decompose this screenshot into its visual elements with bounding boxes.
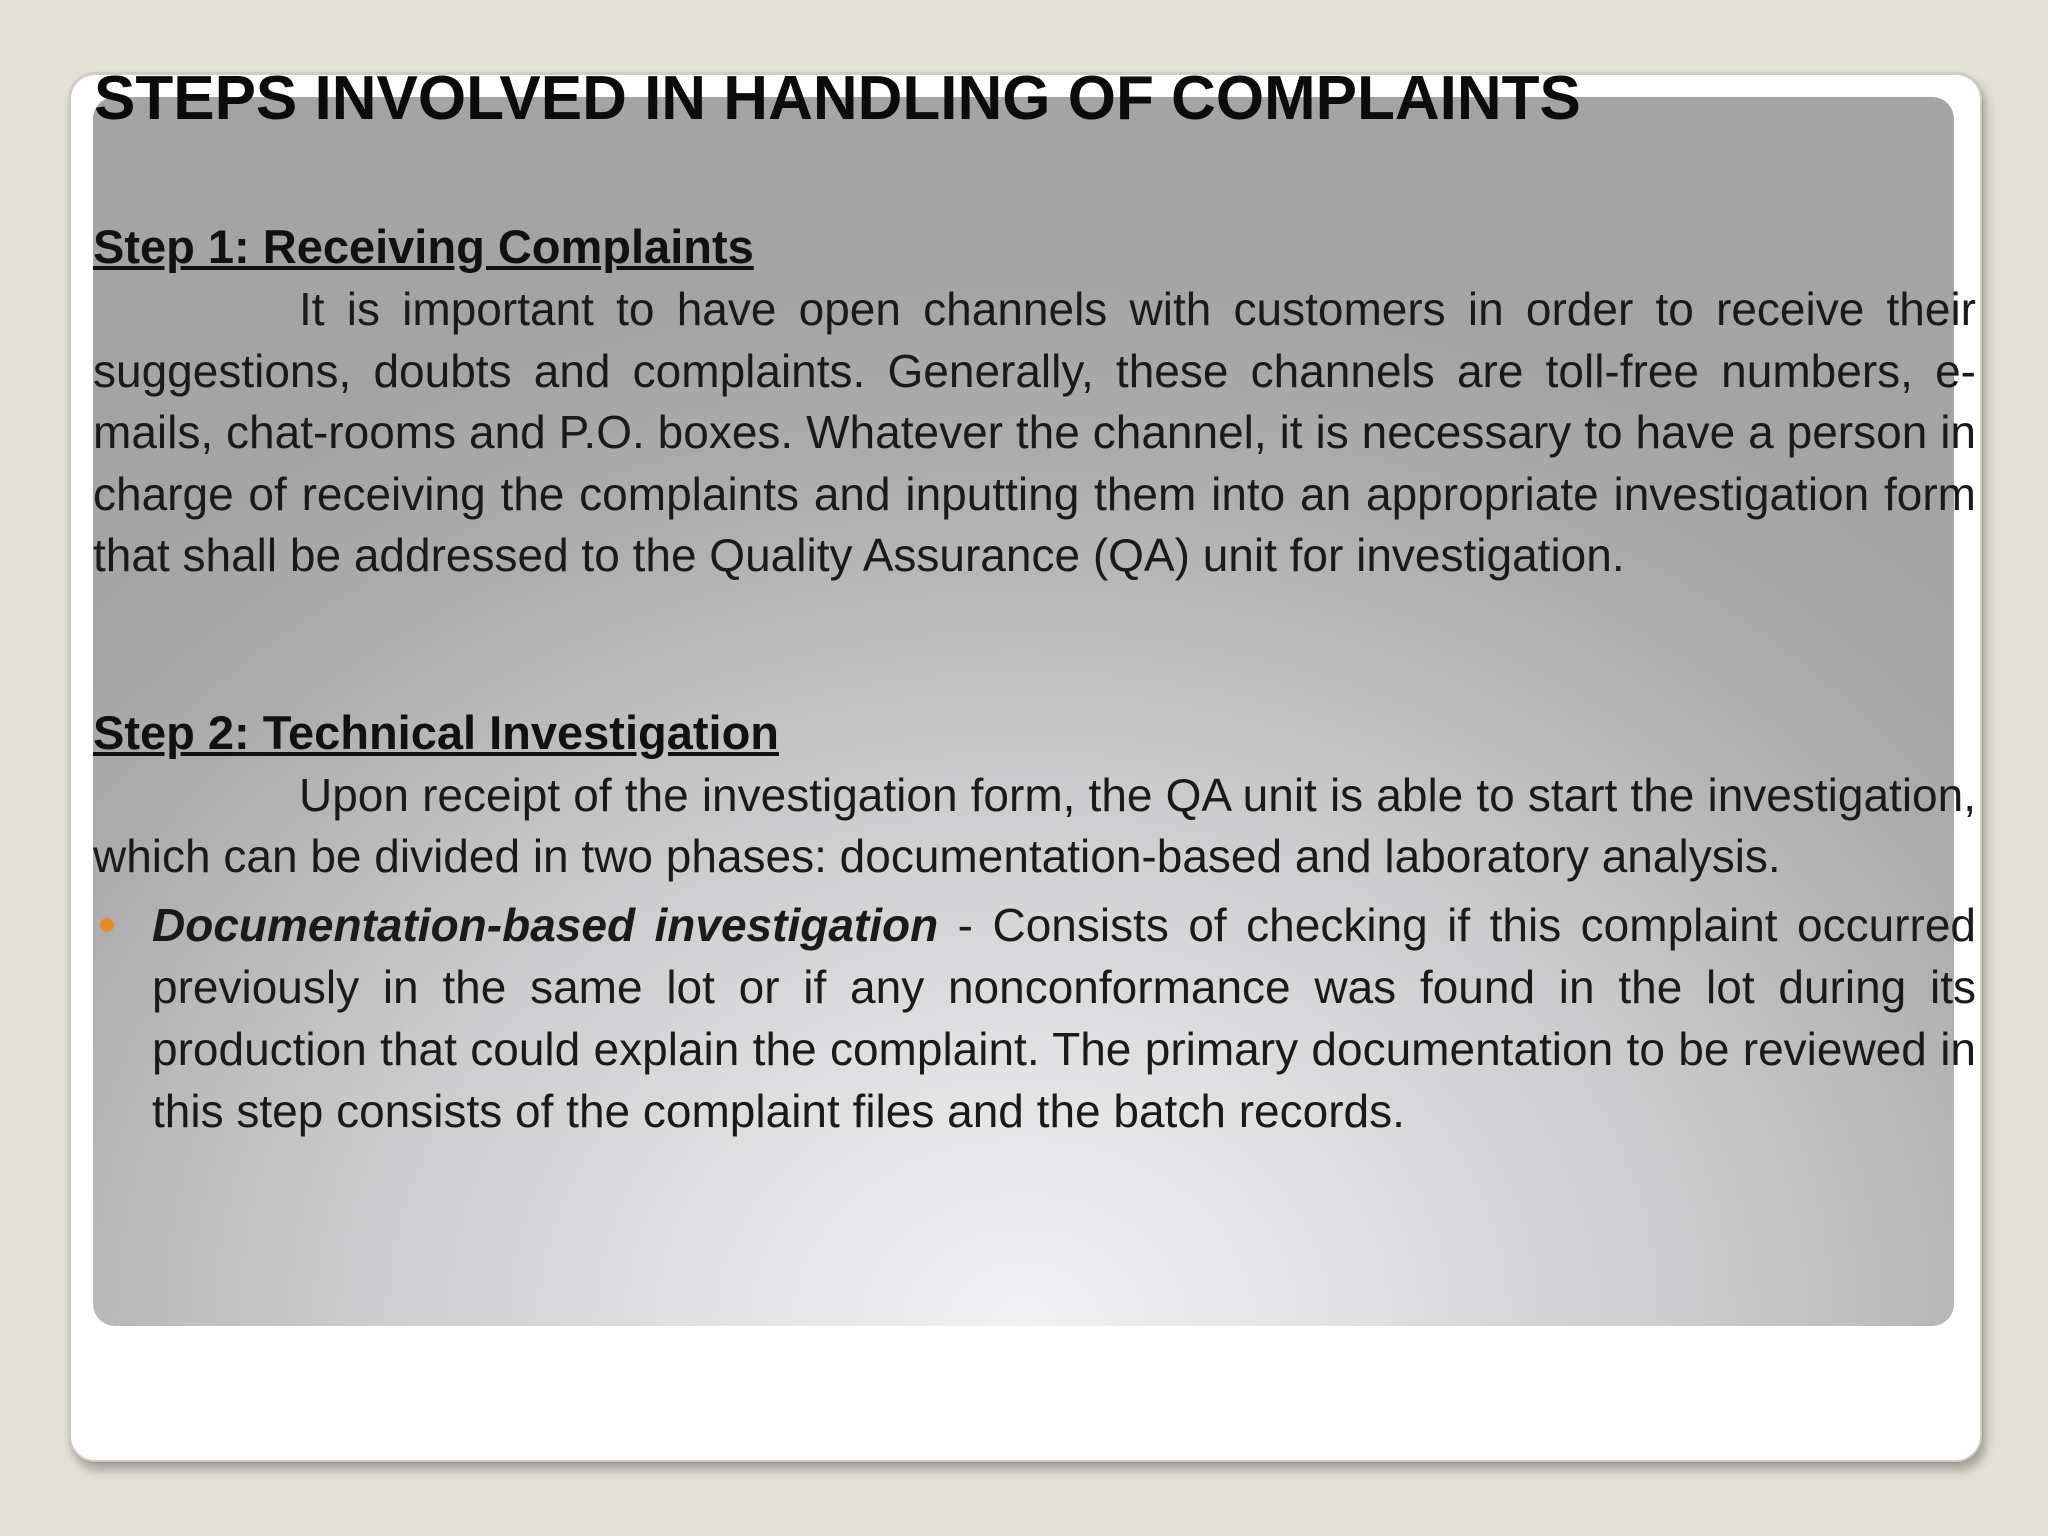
bullet-term: Documentation-based investigation xyxy=(152,898,939,951)
step2-paragraph: Upon receipt of the investigation form, the QA unit is able to start the investigation, which can be divided in two phases: documentation-based and laboratory analysis. xyxy=(93,768,1976,882)
step1-paragraph: It is important to have open channels with customers in order to receive their suggestions, doubts and complaints. Generally, these channels are toll-free numbers, e-mails, chat-rooms and P.O. boxes. Whatever the channel, it is necessary to have a person in charge of receiving the complaints and inputting them into an appropriate investigation form that shall be addressed to the Quality Assurance (QA) unit for investigation. xyxy=(93,283,1976,581)
slide-title: STEPS INVOLVED IN HANDLING OF COMPLAINTS xyxy=(94,64,1581,133)
bullet-dot-icon xyxy=(100,918,114,932)
slide-content xyxy=(93,215,1976,1142)
section-spacer xyxy=(93,587,1976,701)
bullet-text: - Consists of checking if this complaint occurred previously in the same lot or if any nonconformance was found in the lot during its production that could explain the complaint. The primary documentation to be reviewed in this step consists of the complaint files and the batch records. xyxy=(152,898,1976,1137)
step2-heading: Step 2: Technical Investigation xyxy=(93,705,779,759)
step1-heading: Step 1: Receiving Complaints xyxy=(93,220,754,273)
bullet-item xyxy=(93,894,1976,1142)
